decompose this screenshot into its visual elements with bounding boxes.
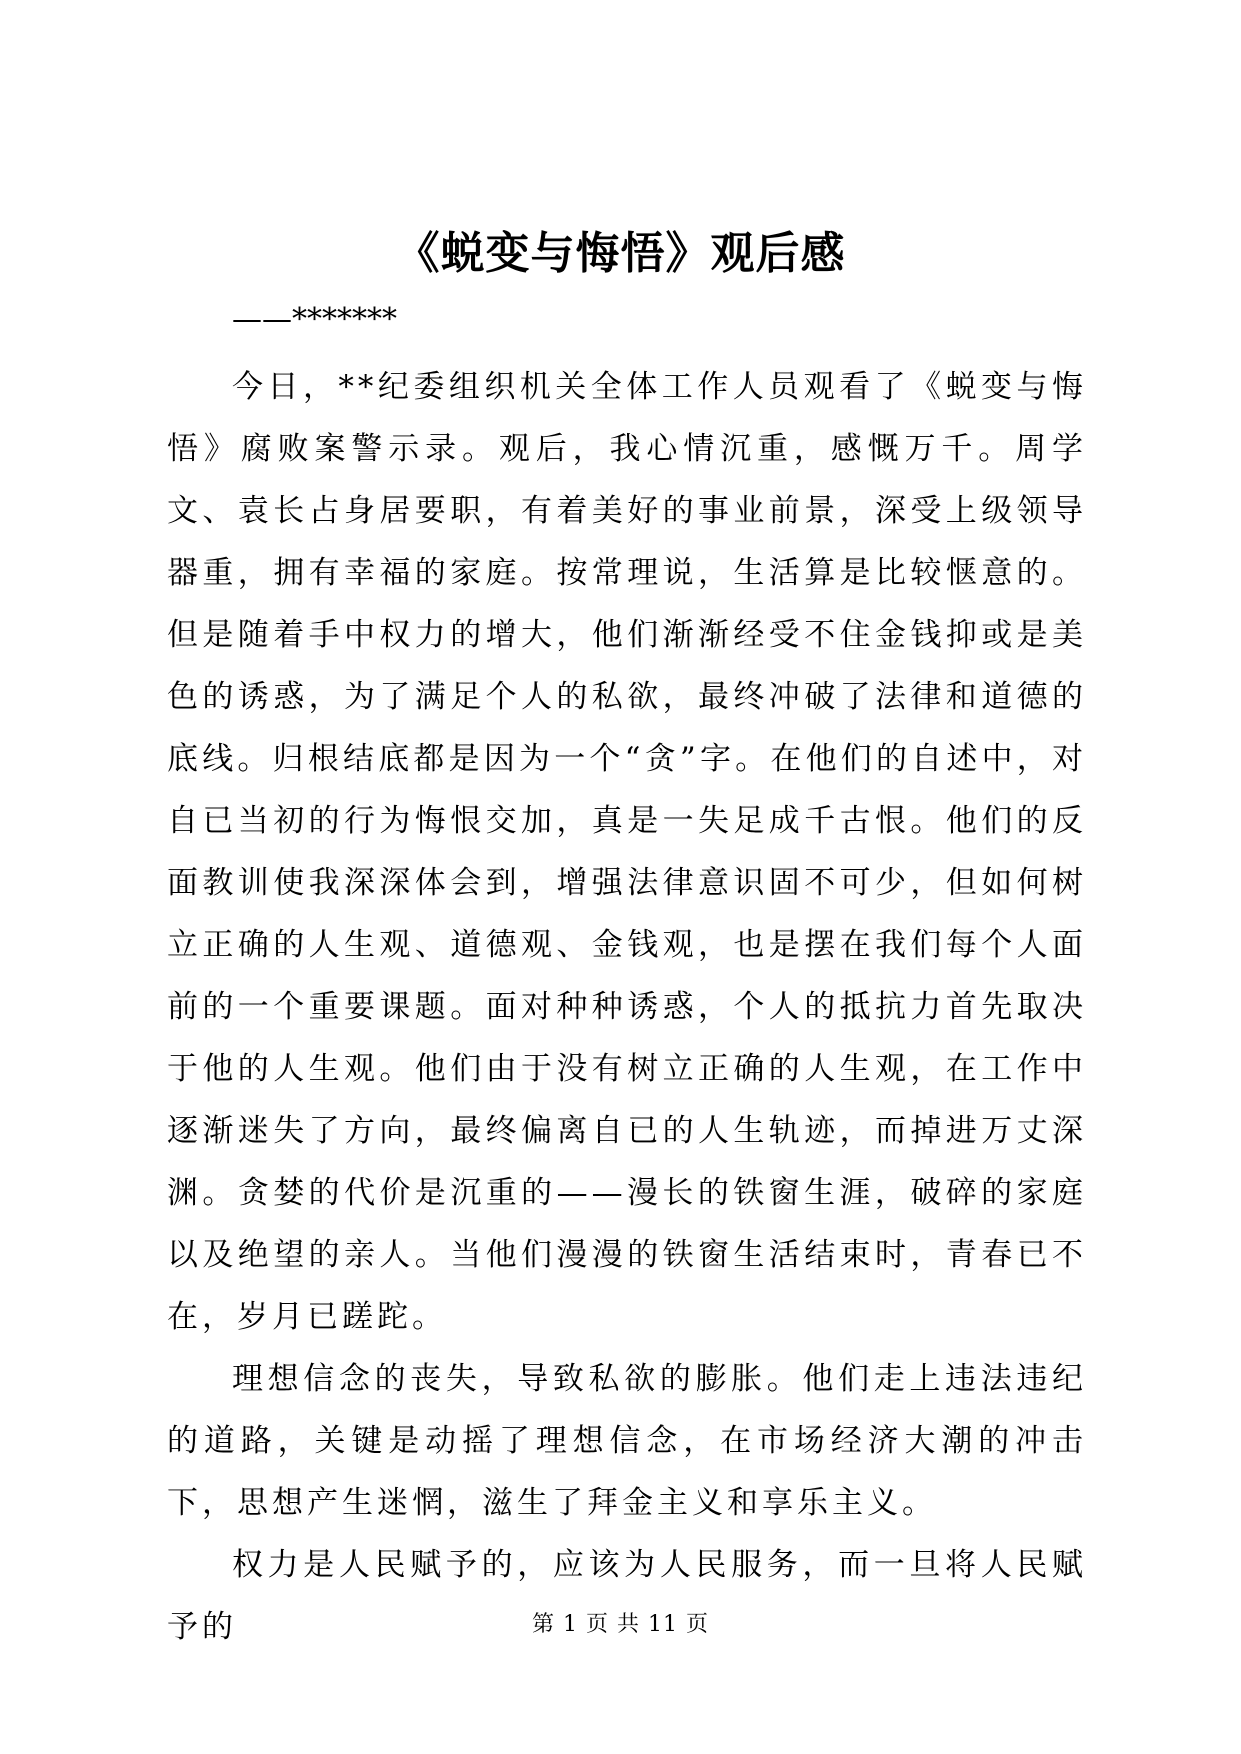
page-footer: 第 1 页 共 11 页 <box>532 1612 709 1637</box>
author-line: ——******* <box>232 302 397 337</box>
paragraph-1: 今日，**纪委组织机关全体工作人员观看了《蜕变与悔悟》腐败案警示录。观后，我心情沉重，感慨万千。周学文、袁长占身居要职，有着美好的事业前景，深受上级领导器重，拥有幸福的家庭。按常理说，生活算是比较惬意的。但是随着手中权力的增大，他们渐渐经受不住金钱抑或是美色的诱惑，为了满足个人的私欲，最终冲破了法律和道德的底线。归根结底都是因为一个“贪”字。在他们的自述中，对自已当初的行为悔恨交加，真是一失足成千古恨。他们的反面教训使我深深体会到，增强法律意识固不可少，但如何树立正确的人生观、道德观、金钱观，也是摆在我们每个人面前的一个重要课题。面对种种诱惑，个人的抵抗力首先取决于他的人生观。他们由于没有树立正确的人生观，在工作中逐渐迷失了方向，最终偏离自已的人生轨迹，而掉进万丈深渊。贪婪的代价是沉重的——漫长的铁窗生涯，破碎的家庭以及绝望的亲人。当他们漫漫的铁窗生活结束时，青春已不在，岁月已蹉跎。 <box>167 369 1087 1335</box>
paragraph-3: 权力是人民赋予的，应该为人民服务，而一旦将人民赋予的 <box>167 1547 1087 1645</box>
paragraph-2: 理想信念的丧失，导致私欲的膨胀。他们走上违法违纪的道路，关键是动摇了理想信念，在市场经济大潮的冲击下，思想产生迷惘，滋生了拜金主义和享乐主义。 <box>167 1361 1087 1521</box>
document-body <box>167 356 1087 1658</box>
document-title: 《蜕变与悔悟》观后感 <box>395 228 846 279</box>
